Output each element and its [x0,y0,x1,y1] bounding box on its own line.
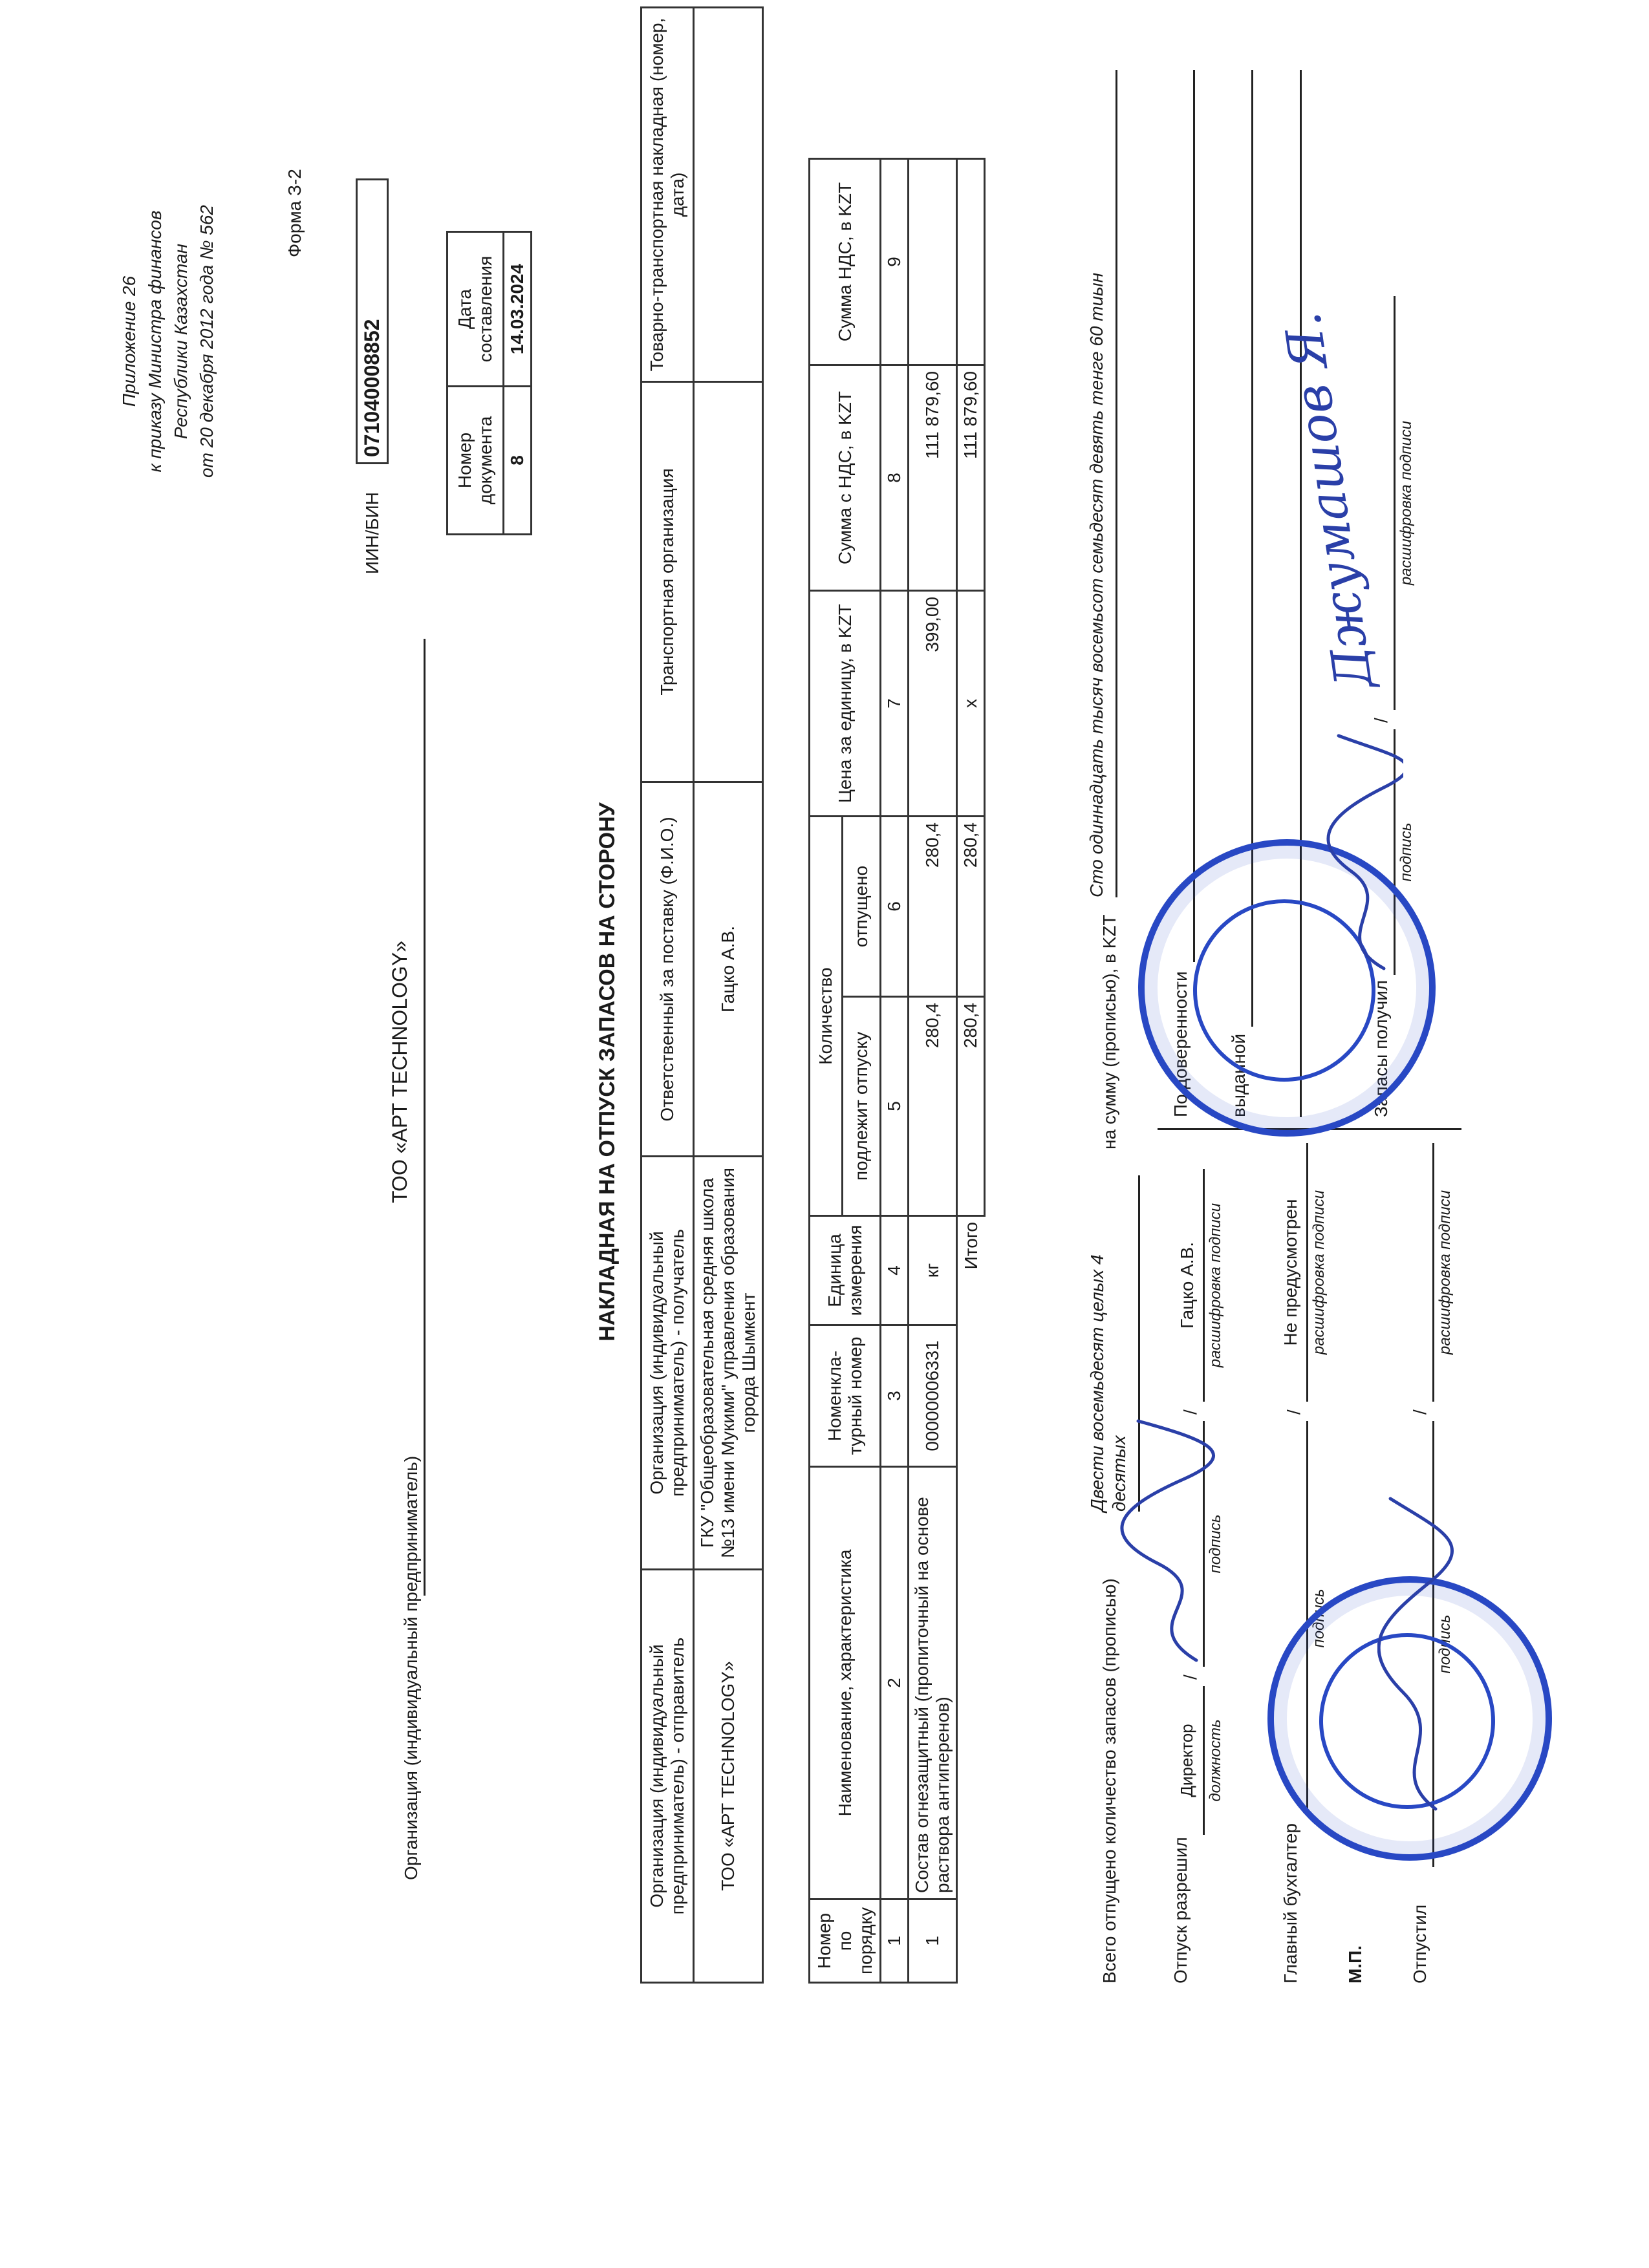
row-qty-released: 280,4 [909,817,957,997]
chief-accountant-label: Главный бухгалтер [1280,1823,1300,1984]
row-unit: кг [909,1216,957,1325]
signature-caption: подпись [1207,1514,1224,1574]
iin-table [356,178,389,464]
waybill-value [694,8,763,382]
row-vat [909,159,957,365]
accountant-name: Не предусмотрен [1280,1199,1300,1346]
row-price: 399,00 [909,591,957,817]
responsible-header: Ответственный за поставку (Ф.И.О.) [641,782,694,1157]
doc-meta-table [446,231,532,535]
signature-caption: подпись [1397,822,1415,882]
total-qty-due: 280,4 [957,997,985,1216]
col-number: 1 [881,1899,909,1983]
total-sum: 111 879,60 [957,365,985,591]
col-vat-header: Сумма НДС, в KZT [810,159,881,365]
appendix-line: от 20 декабря 2012 года № 562 [197,205,217,478]
slash: / [1180,1409,1200,1415]
col-number: 6 [881,817,909,997]
iin-label: ИИН/БИН [362,492,382,574]
total-sum-underline [1116,70,1117,897]
mp-label: М.П. [1345,1945,1365,1984]
appendix-line: к приказу Министра финансов [145,210,165,473]
decode-underline [1432,1143,1434,1402]
total-qty-label: Всего отпущено количество запасов (прописью) [1099,1578,1119,1984]
col-name-header: Наименование, характеристика [810,1467,881,1899]
doc-number-label: Номер документа [447,387,504,535]
col-qty-released-header: отпущено [843,817,881,997]
slash: / [1180,1674,1200,1680]
released-signature [1377,1492,1455,1815]
col-number: 3 [881,1325,909,1467]
col-number: 9 [881,159,909,365]
total-price: x [957,591,985,817]
total-row [957,159,985,1983]
director-signature [1119,1415,1222,1673]
appendix-line: Приложение 26 [119,275,139,407]
decode-caption: расшифровка подписи [1310,1190,1328,1355]
sender-value: ТОО «АРТ TECHNOLOGY» [694,1570,763,1983]
decode-underline [1203,1169,1205,1402]
total-sum-words: Сто одиннадцать тысяч восемьсот семьдесят девять тенге 60 тиын [1086,272,1106,897]
col-number: 5 [881,997,909,1216]
receiver-handwritten-name: Джумашов Я. [1273,308,1385,693]
decode-caption: расшифровка подписи [1207,1203,1224,1368]
receiver-value: ГКУ "Общеобразовательная средняя школа №13 имени Мукими" управления образования города Шымкент [694,1157,763,1570]
col-num-header: Номер по порядку [810,1899,881,1983]
transport-value [694,382,763,782]
responsible-value: Гацко А.В. [694,782,763,1157]
position-underline [1203,1686,1205,1835]
total-sum-label: на сумму (прописью), в KZT [1099,914,1119,1150]
col-number: 8 [881,365,909,591]
slash: / [1410,1409,1430,1415]
doc-date-label: Дата составления [447,232,504,387]
col-number: 2 [881,1467,909,1899]
transport-header: Транспортная организация [641,382,694,782]
receiver-decode-underline [1394,296,1396,710]
signature-caption: подпись [1436,1614,1454,1674]
receiver-signature [1319,729,1403,975]
form-number: Форма З-2 [285,169,305,257]
signature-caption: подпись [1310,1589,1328,1648]
slash: / [1371,718,1391,723]
row-sum: 111 879,60 [909,365,957,591]
appendix-line: Республики Казахстан [171,243,191,440]
slash: / [1284,1409,1304,1415]
sender-header: Организация (индивидуальный предприниматель) - отправитель [641,1570,694,1983]
col-number: 7 [881,591,909,817]
table-row [909,159,957,1983]
col-qty-header: Количество [810,817,843,1216]
organization-underline [424,639,426,1596]
received-label: Запасы получил [1371,979,1391,1117]
row-num: 1 [909,1899,957,1983]
doc-date: 14.03.2024 [504,232,532,387]
total-label: Итого [957,1216,985,1983]
parties-table [640,6,764,1984]
col-sum-header: Сумма с НДС, в KZT [810,365,881,591]
col-code-header: Номенкла-турный номер [810,1325,881,1467]
total-qty-words: Двести восемьдесят целых 4 десятых [1087,1254,1129,1512]
decode-caption: расшифровка подписи [1397,420,1415,586]
total-qty-released: 280,4 [957,817,985,997]
items-table [808,158,986,1984]
col-unit-header: Единица измерения [810,1216,881,1325]
col-price-header: Цена за единицу, в KZT [810,591,881,817]
document-title: НАКЛАДНАЯ НА ОТПУСК ЗАПАСОВ НА СТОРОНУ [595,802,620,1342]
decode-caption: расшифровка подписи [1436,1190,1454,1355]
waybill-header: Товарно-транспортная накладная (номер, дата) [641,8,694,382]
appendix-note [116,173,220,509]
proxy-underline [1193,70,1195,962]
issued-label: выданной [1229,1033,1249,1117]
director-position: Директор [1177,1724,1196,1797]
release-allowed-label: Отпуск разрешил [1170,1837,1191,1984]
receiver-header: Организация (индивидуальный предприниматель) - получатель [641,1157,694,1570]
iin-value: 071040008852 [357,180,388,464]
row-qty-due: 280,4 [909,997,957,1216]
col-number: 4 [881,1216,909,1325]
decode-underline [1306,1143,1308,1402]
organization-label: Организация (индивидуальный предприниматель) [401,1455,421,1880]
proxy-label: По доверенности [1170,971,1191,1117]
organization-name: ТОО «АРТ TECHNOLOGY» [388,940,411,1204]
total-vat [957,159,985,365]
col-qty-due-header: подлежит отпуску [843,997,881,1216]
doc-number: 8 [504,387,532,535]
row-code: 00000006331 [909,1325,957,1467]
position-caption: должность [1207,1719,1224,1802]
released-by-label: Отпустил [1410,1904,1430,1984]
director-name: Гацко А.В. [1177,1241,1197,1329]
row-name: Состав огнезащитный (пропиточный на основе раствора антиперенов) [909,1467,957,1899]
